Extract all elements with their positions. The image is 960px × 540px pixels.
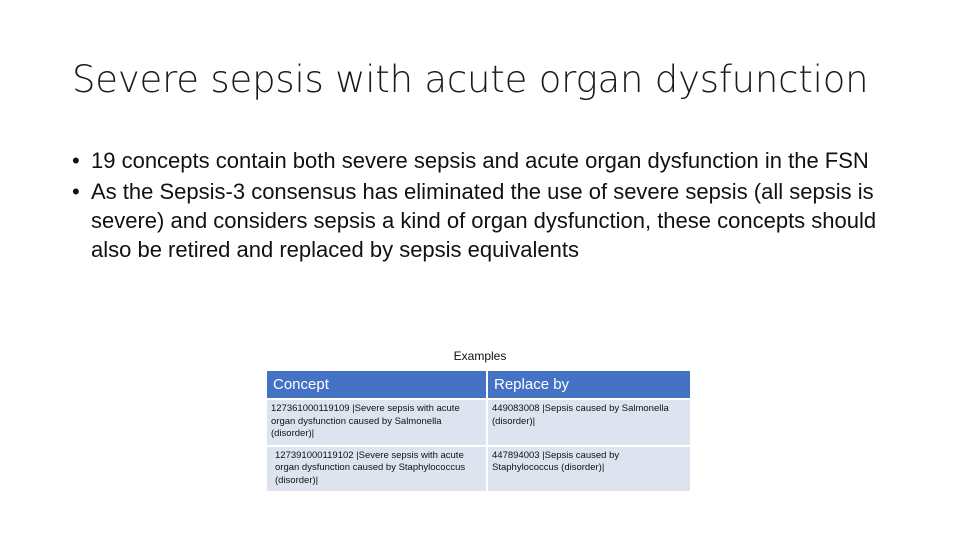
table-cell-replacement: 447894003 |Sepsis caused by Staphylococcus (disorder)| [488, 447, 690, 492]
bullet-item [72, 177, 892, 264]
bullet-symbol: • [72, 179, 80, 204]
table-header-row [267, 371, 690, 398]
table-cell-concept: 127391000119102 |Severe sepsis with acute organ dysfunction caused by Staphylococcus (disorder)| [267, 447, 486, 492]
bullet-text: 19 concepts contain both severe sepsis and acute organ dysfunction in the FSN [91, 148, 869, 173]
examples-table [265, 369, 692, 493]
examples-caption: Examples [453, 349, 507, 363]
bullet-text: As the Sepsis-3 consensus has eliminated the use of severe sepsis (all sepsis is severe) and considers sepsis a kind of organ dysfunction, these concepts should also be retired and replaced by sepsis equivalents [91, 179, 877, 262]
table-cell-replacement: 449083008 |Sepsis caused by Salmonella (disorder)| [488, 400, 690, 445]
column-header-replace-by: Replace by [488, 371, 690, 398]
table-row [267, 447, 690, 492]
table-row [267, 400, 690, 445]
slide-title: Severe sepsis with acute organ dysfunction [72, 58, 869, 101]
bullet-list [72, 146, 892, 266]
column-header-concept: Concept [267, 371, 486, 398]
table-cell-concept: 127361000119109 |Severe sepsis with acute organ dysfunction caused by Salmonella (disorder)| [267, 400, 486, 445]
bullet-symbol: • [72, 148, 80, 173]
bullet-item [72, 146, 892, 175]
